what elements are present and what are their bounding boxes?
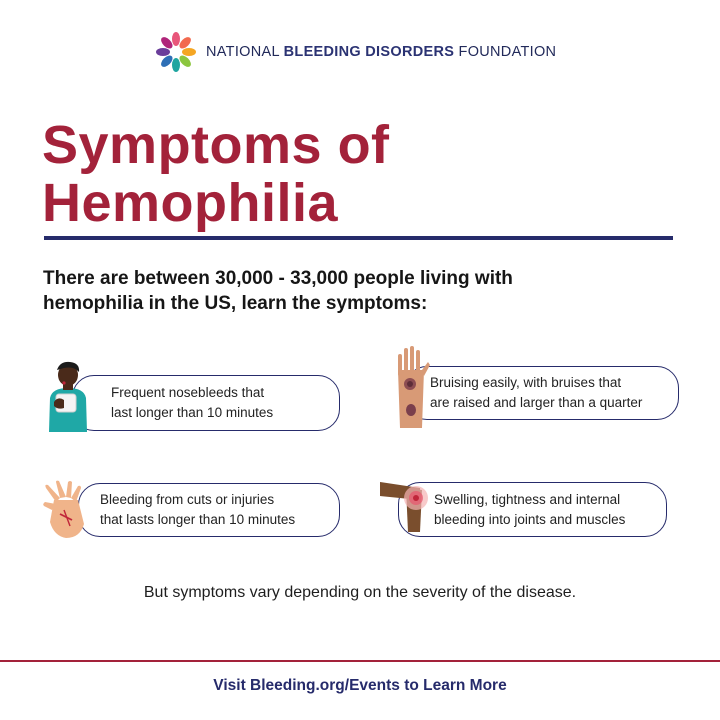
org-name-prefix: NATIONAL [206,44,284,60]
symptom-text-line2: that lasts longer than 10 minutes [100,512,296,527]
cta-link[interactable]: Visit Bleeding.org/Events to Learn More [213,677,507,694]
symptom-text-line1: Frequent nosebleeds that [111,385,265,400]
symptom-card-nosebleeds [72,375,340,431]
symptom-card-swelling [398,482,667,537]
person-nosebleed-icon [44,358,94,438]
intro-text: There are between 30,000 - 33,000 people living with hemophilia in the US, learn the symptoms: [43,268,513,314]
symptom-text-line2: are raised and larger than a quarter [430,395,643,410]
symptom-text-line1: Swelling, tightness and internal [434,491,621,507]
title-divider [44,236,673,240]
symptom-card-cuts [78,483,340,537]
symptom-text-line1: Bleeding from cuts or injuries [100,492,275,507]
org-name-suffix: FOUNDATION [454,44,557,60]
symptom-text-line2: bleeding into joints and muscles [434,511,626,527]
flower-logo-icon [154,30,198,74]
page-title [42,116,390,232]
symptom-text-line2: last longer than 10 minutes [111,405,274,420]
bruised-arm-icon [392,344,432,428]
page-title-line1: Symptoms of [42,115,390,175]
symptom-card-bruising [405,366,679,420]
severity-note: But symptoms vary depending on the severity of the disease. [143,584,577,601]
symptom-text-line1: Bruising easily, with bruises that [430,375,622,390]
header [154,30,556,74]
footer-divider [0,660,720,662]
cut-hand-icon [40,480,94,540]
swollen-knee-icon [380,478,432,534]
org-name-bold: BLEEDING DISORDERS [283,44,455,60]
page-title-line2: Hemophilia [42,173,339,233]
org-name [206,44,556,60]
